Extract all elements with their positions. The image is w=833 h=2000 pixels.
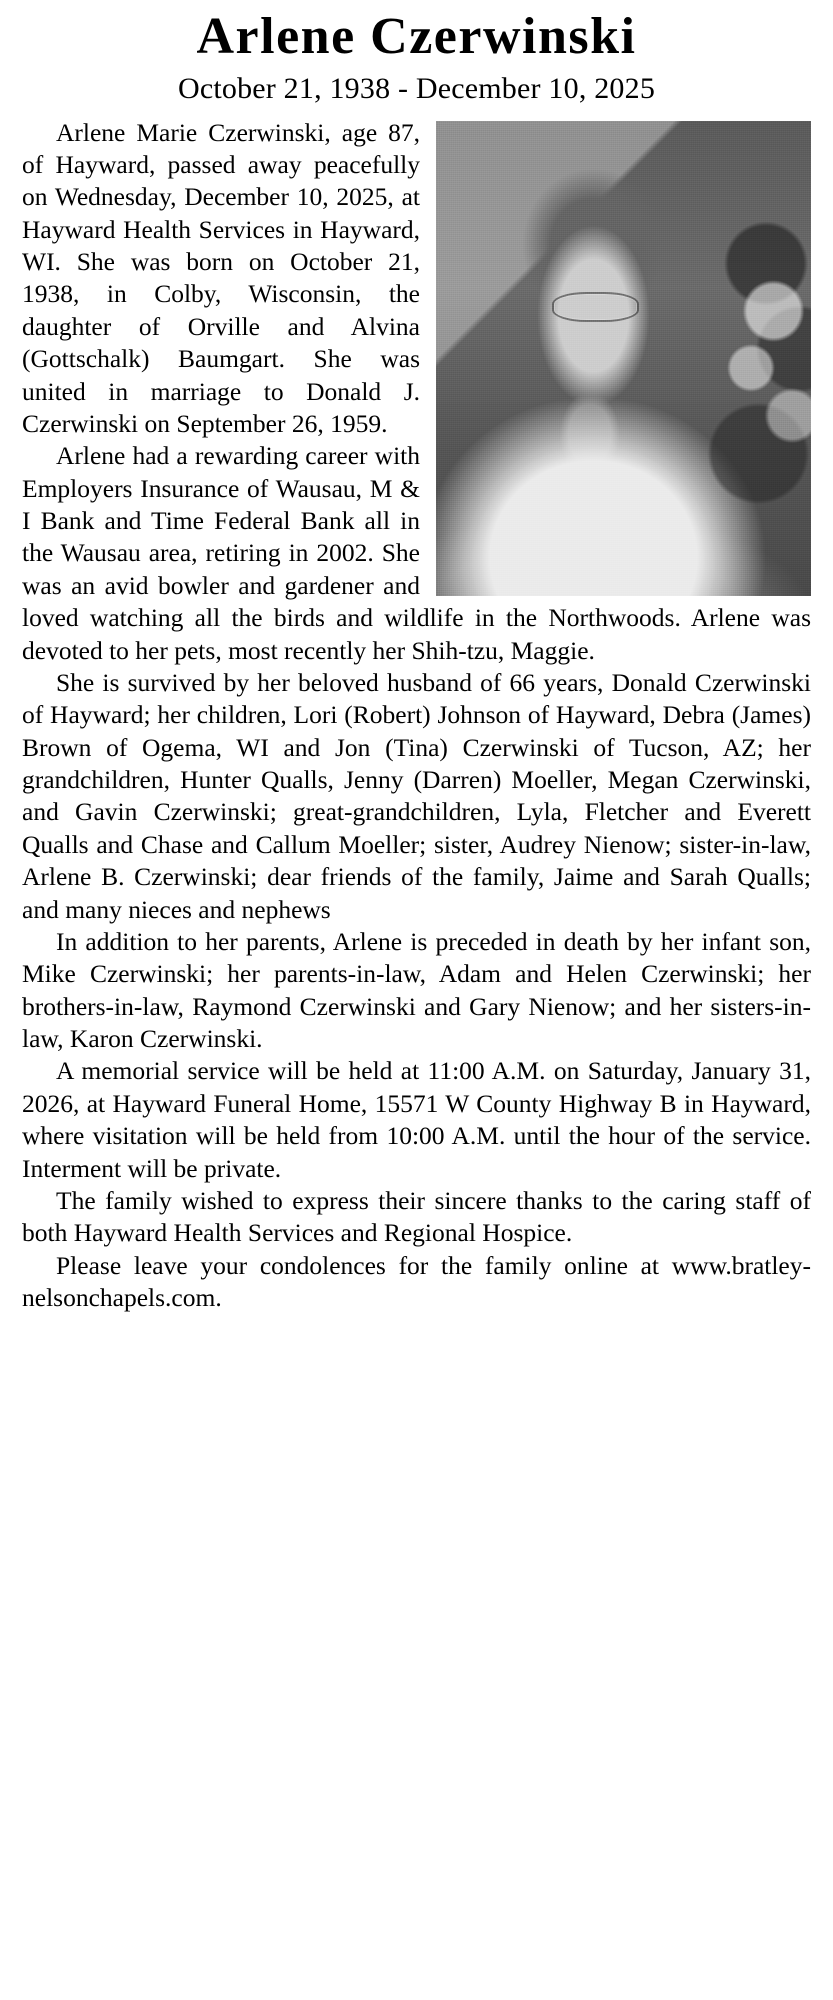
obituary-paragraph: Arlene Marie Czerwinski, age 87, of Hayward, passed away peacefully on Wednesday, December 10, 2025, at Hayward Health Services in Hayward, WI. She was born on October 21, 1938, in Colby, Wisconsin, the daughter of Orville and Alvina (Gottschalk) Baumgart. She was united in marriage to Donald J. Czerwinski on September 26, 1959. [22, 117, 420, 438]
page-title: Arlene Czerwinski [196, 8, 637, 65]
portrait-photo [436, 121, 811, 596]
obituary-paragraph: Arlene had a rewarding career with Employers Insurance of Wausau, M & I Bank and Time Federal Bank all in the Wausau area, retiring in 2002. She was an avid bowler and gardener and loved watching all the birds and wildlife in the Northwoods. Arlene was devoted to her pets, most recently her Shih-tzu, Maggie. [22, 441, 811, 665]
obituary-paragraph: A memorial service will be held at 11:00 A.M. on Saturday, January 31, 2026, at Hayward Funeral Home, 15571 W County Highway B in Hayward, where visitation will be held from 10:00 A.M. until the hour of the service. Interment will be private. [22, 1056, 811, 1183]
life-dates: October 21, 1938 - December 10, 2025 [177, 71, 656, 105]
obituary-paragraph: She is survived by her beloved husband of 66 years, Donald Czerwinski of Hayward; her children, Lori (Robert) Johnson of Hayward, Debra (James) Brown of Ogema, WI and Jon (Tina) Czerwinski of Tucson, AZ; her grandchildren, Hunter Qualls, Jenny (Darren) Moeller, Megan Czerwinski, and Gavin Czerwinski; great-grandchildren, Lyla, Fletcher and Everett Qualls and Chase and Callum Moeller; sister, Audrey Nienow; sister-in-law, Arlene B. Czerwinski; dear friends of the family, Jaime and Sarah Qualls; and many nieces and nephews [22, 667, 811, 924]
eyeglasses-detail [552, 292, 639, 322]
portrait-image [436, 121, 811, 596]
obituary-paragraph: Please leave your condolences for the family online at www.bratley-nelsonchapels.com. [22, 1250, 811, 1313]
obituary-paragraph: The family wished to express their sincere thanks to the caring staff of both Hayward Health Services and Regional Hospice. [22, 1185, 811, 1248]
obituary-paragraph: In addition to her parents, Arlene is preceded in death by her infant son, Mike Czerwinski; her parents-in-law, Adam and Helen Czerwinski; her brothers-in-law, Raymond Czerwinski and Gary Nienow; and her sisters-in-law, Karon Czerwinski. [22, 926, 811, 1054]
